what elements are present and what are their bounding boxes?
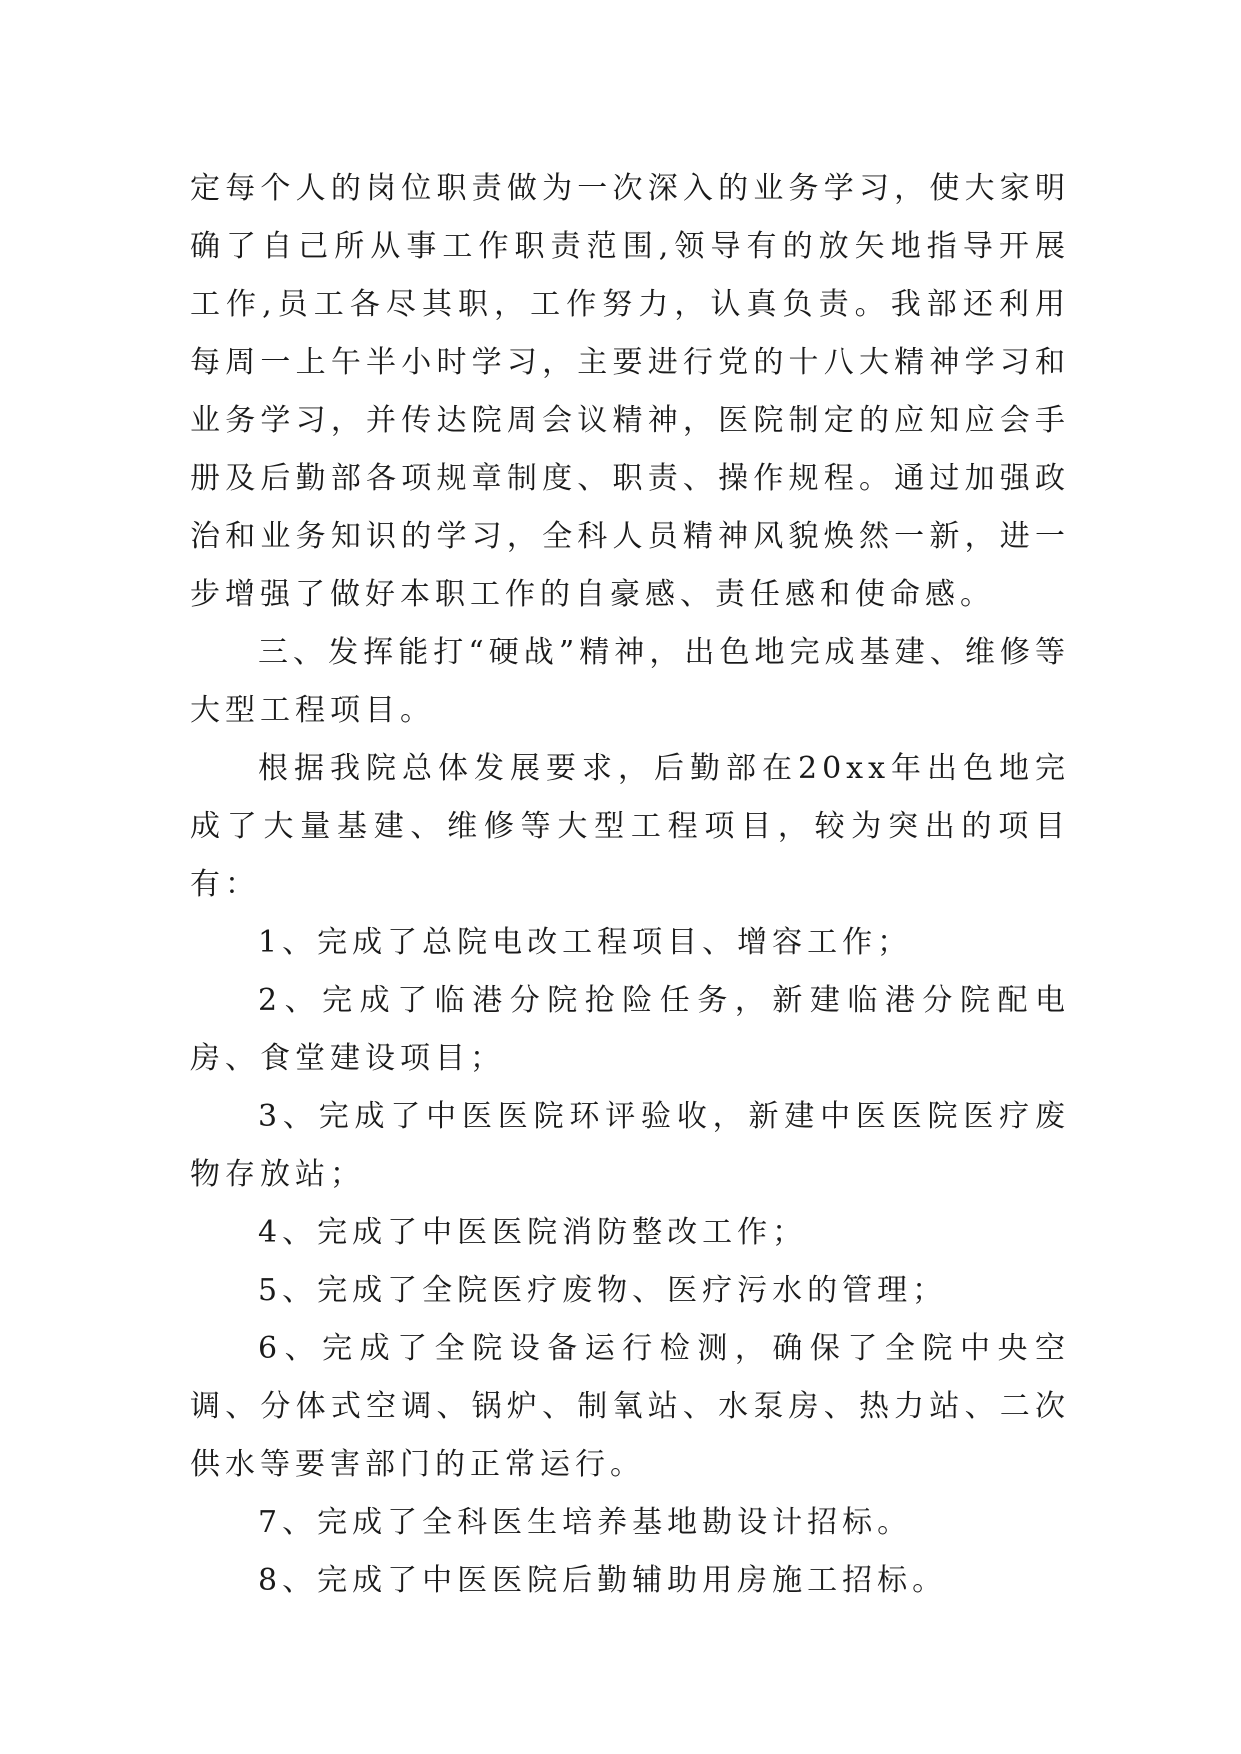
list-item-1: 1、完成了总院电改工程项目、增容工作；: [258, 925, 913, 960]
list-item-3: 3、完成了中医医院环评验收，新建中医医院医疗废物存放站；: [190, 1099, 1070, 1192]
list-item-5: 5、完成了全院医疗废物、医疗污水的管理；: [258, 1273, 948, 1308]
list-item-4: 4、完成了中医医院消防整改工作；: [258, 1215, 808, 1250]
paragraph-1: 定每个人的岗位职责做为一次深入的业务学习，使大家明确了自己所从事工作职责范围,领导有的放矢地指导开展工作,员工各尽其职，工作努力，认真负责。我部还利用每周一上午半小时学习，主要进行党的十八大精神学习和业务学习，并传达院周会议精神，医院制定的应知应会手册及后勤部各项规章制度、职责、操作规程。通过加强政治和业务知识的学习，全科人员精神风貌焕然一新，进一步增强了做好本职工作的自豪感、责任感和使命感。: [190, 171, 1070, 612]
list-item-8: 8、完成了中医医院后勤辅助用房施工招标。: [258, 1563, 948, 1598]
list-item-2: 2、完成了临港分院抢险任务，新建临港分院配电房、食堂建设项目；: [190, 983, 1070, 1076]
list-item-6: 6、完成了全院设备运行检测，确保了全院中央空调、分体式空调、锅炉、制氧站、水泵房、热力站、二次供水等要害部门的正常运行。: [190, 1331, 1070, 1482]
paragraph-intro: 根据我院总体发展要求，后勤部在20xx年出色地完成了大量基建、维修等大型工程项目，较为突出的项目有：: [190, 751, 1070, 902]
list-item-7: 7、完成了全科医生培养基地勘设计招标。: [258, 1505, 913, 1540]
document-body: [190, 160, 1070, 1610]
section-heading-3: 三、发挥能打“硬战”精神，出色地完成基建、维修等大型工程项目。: [190, 635, 1070, 728]
